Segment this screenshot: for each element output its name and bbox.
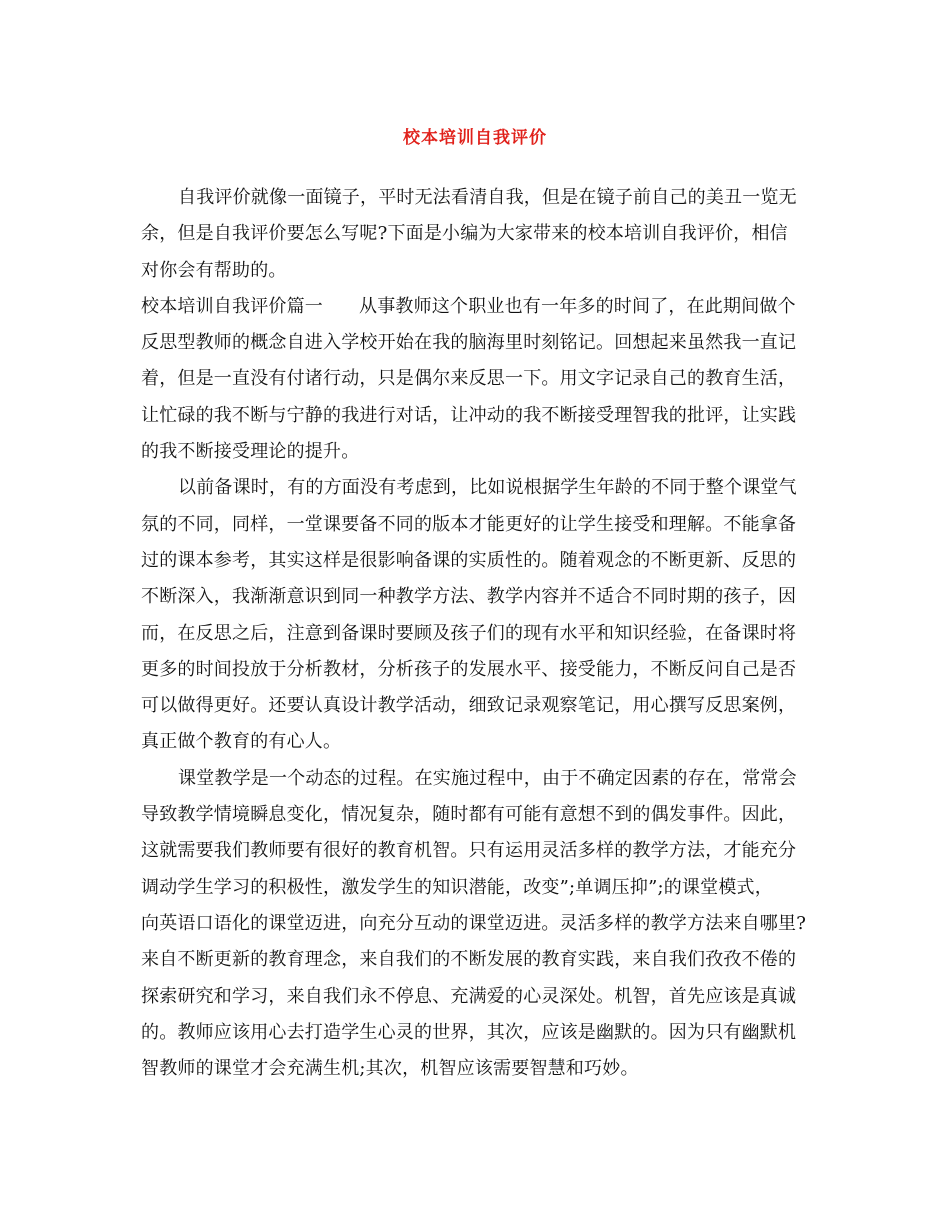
section-heading-line bbox=[141, 292, 796, 322]
text-line: 这就需要我们教师要有很好的教育机智。只有运用灵活多样的教学方法，才能充分 bbox=[141, 840, 797, 861]
text-line: 让忙碌的我不断与宁静的我进行对话，让冲动的我不断接受理智我的批评，让实践 bbox=[141, 405, 797, 426]
text-line: 余，但是自我评价要怎么写呢?下面是小编为大家带来的校本培训自我评价，相信 bbox=[141, 223, 788, 244]
text-line: 以前备课时，有的方面没有考虑到，比如说根据学生年龄的不同于整个课堂气 bbox=[178, 477, 797, 498]
text-line: 着，但是一直没有付诸行动，只是偶尔来反思一下。用文字记录自己的教育生活， bbox=[141, 368, 797, 389]
document-title: 校本培训自我评价 bbox=[403, 128, 547, 148]
text-line: 的。教师应该用心去打造学生心灵的世界，其次，应该是幽默的。因为只有幽默机 bbox=[141, 1022, 797, 1043]
text-line: 氛的不同，同样，一堂课要备不同的版本才能更好的让学生接受和理解。不能拿备 bbox=[141, 514, 797, 535]
text-line: 课堂教学是一个动态的过程。在实施过程中，由于不确定因素的存在，常常会 bbox=[178, 768, 797, 789]
section-heading: 校本培训自我评价篇一 bbox=[141, 296, 323, 317]
text-line: 的我不断接受理论的提升。 bbox=[141, 441, 360, 462]
text-line: 反思型教师的概念自进入学校开始在我的脑海里时刻铭记。回想起来虽然我一直记 bbox=[141, 332, 797, 353]
text-line: 探索研究和学习，来自我们永不停息、充满爱的心灵深处。机智，首先应该是真诚 bbox=[141, 986, 797, 1007]
text-line: 从事教师这个职业也有一年多的时间了，在此期间做个 bbox=[359, 296, 796, 317]
text-line: 自我评价就像一面镜子，平时无法看清自我，但是在镜子前自己的美丑一览无 bbox=[178, 187, 797, 208]
text-line: 更多的时间投放于分析教材，分析孩子的发展水平、接受能力，不断反问自己是否 bbox=[141, 659, 797, 680]
text-line: 向英语口语化的课堂迈进，向充分互动的课堂迈进。灵活多样的教学方法来自哪里? bbox=[141, 913, 807, 934]
text-line: 可以做得更好。还要认真设计教学活动，细致记录观察笔记，用心撰写反思案例， bbox=[141, 695, 797, 716]
text-line: 而，在反思之后，注意到备课时要顾及孩子们的现有水平和知识经验，在备课时将 bbox=[141, 623, 797, 644]
text-line: 导致教学情境瞬息变化，情况复杂，随时都有可能有意想不到的偶发事件。因此， bbox=[141, 804, 797, 825]
text-line: 智教师的课堂才会充满生机;其次，机智应该需要智慧和巧妙。 bbox=[141, 1058, 639, 1079]
text-line: 来自不断更新的教育理念，来自我们的不断发展的教育实践，来自我们孜孜不倦的 bbox=[141, 949, 797, 970]
text-line: 不断深入，我渐渐意识到同一种教学方法、教学内容并不适合不同时期的孩子，因 bbox=[141, 586, 797, 607]
text-line: 调动学生学习的积极性，激发学生的知识潜能，改变”;单调压抑”;的课堂模式， bbox=[141, 877, 773, 898]
text-line: 过的课本参考，其实这样是很影响备课的实质性的。随着观念的不断更新、反思的 bbox=[141, 550, 797, 571]
text-line: 对你会有帮助的。 bbox=[141, 260, 287, 281]
text-line: 真正做个教育的有心人。 bbox=[141, 731, 342, 752]
